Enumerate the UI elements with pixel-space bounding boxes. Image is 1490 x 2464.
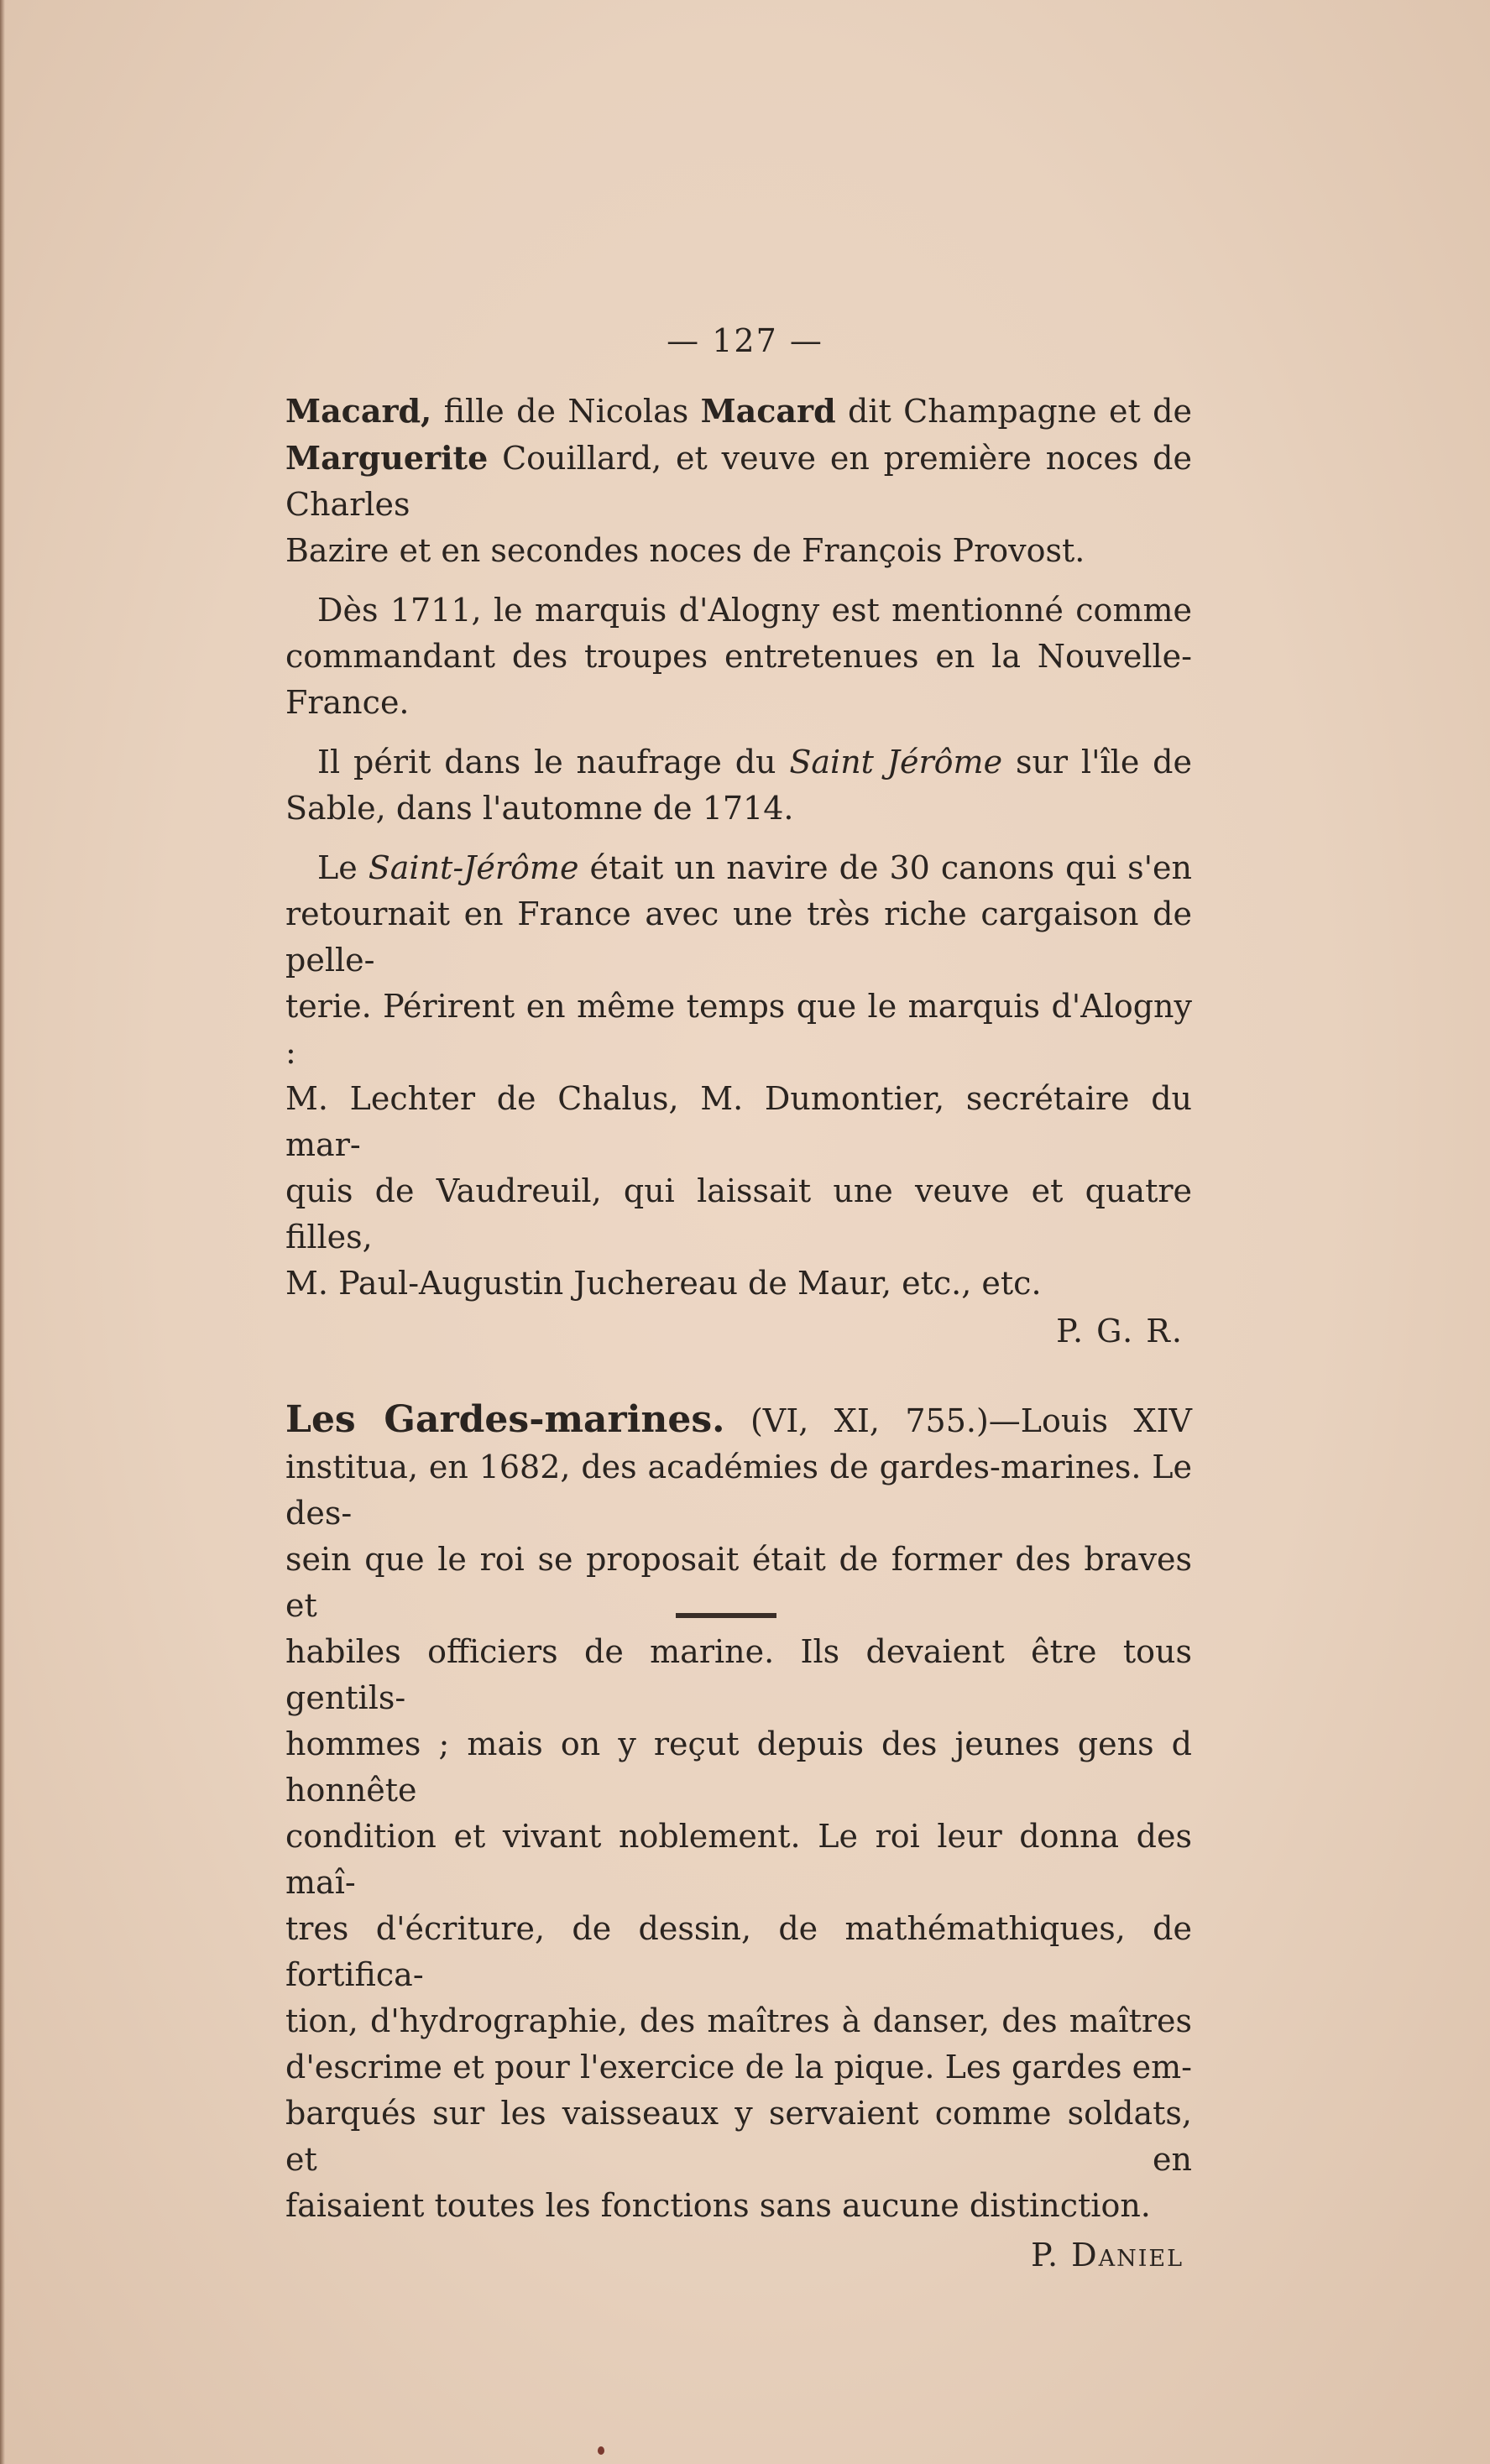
text-line: M. Lechter de Chalus, M. Dumontier, secrétaire du mar- [285, 1080, 1192, 1163]
paragraph-naufrage [285, 739, 1192, 832]
paragraph-gardes-marines [285, 1396, 1192, 2229]
paragraph-1711 [285, 587, 1192, 726]
paragraph-navire [285, 845, 1192, 1307]
text-line: Macard, fille de Nicolas Macard dit Champagne et de [285, 392, 1192, 430]
text-line: M. Paul-Augustin Juchereau de Maur, etc., etc. [285, 1265, 1042, 1302]
text-line: barqués sur les vaisseaux y servaient comme soldats, et en [285, 2095, 1192, 2178]
main-text [285, 388, 1192, 2279]
text-line: Le Saint-Jérôme était un navire de 30 canons qui s'en [317, 849, 1192, 886]
text-line: d'escrime et pour l'exercice de la pique. Les gardes em- [285, 2049, 1192, 2086]
text-line [285, 1396, 1192, 1444]
page-edge-shadow [0, 0, 5, 2464]
text-line: Marguerite Couillard, et veuve en première noces de Charles [285, 439, 1192, 523]
text-line: Bazire et en secondes noces de François Provost. [285, 532, 1085, 569]
text-line: retournait en France avec une très riche cargaison de pelle- [285, 895, 1192, 979]
text-line: Il périt dans le naufrage du Saint Jérôme sur l'île de [317, 744, 1192, 780]
text-line: Sable, dans l'automne de 1714. [285, 790, 794, 827]
text-line: habiles officiers de marine. Ils devaient être tous gentils- [285, 1633, 1192, 1716]
section-divider-rule [676, 1613, 776, 1618]
page-number: — 127 — [667, 322, 823, 359]
signature-daniel: P. Daniel [1031, 2237, 1184, 2273]
text-line: commandant des troupes entretenues en la Nouvelle- [285, 638, 1192, 675]
paragraph-macard [285, 388, 1192, 574]
ink-speck [598, 2446, 604, 2455]
text-line: institua, en 1682, des académies de gardes-marines. Le des- [285, 1449, 1192, 1532]
text-line: faisaient toutes les fonctions sans aucune distinction. [285, 2187, 1151, 2224]
text-line: sein que le roi se proposait était de former des braves et [285, 1541, 1192, 1624]
text-line: quis de Vaudreuil, qui laissait une veuve et quatre filles, [285, 1172, 1192, 1255]
text-line: Dès 1711, le marquis d'Alogny est mentionné comme [317, 592, 1192, 629]
text-line: hommes ; mais on y reçut depuis des jeunes gens d honnête [285, 1725, 1192, 1809]
text-line: France. [285, 684, 410, 721]
text-line: condition et vivant noblement. Le roi leur donna des maî- [285, 1818, 1192, 1901]
text-line: terie. Périrent en même temps que le marquis d'Alogny : [285, 988, 1192, 1071]
text-line: tion, d'hydrographie, des maîtres à danser, des maîtres [285, 2002, 1192, 2039]
entry-heading: Les Gardes-marines. [285, 1398, 725, 1441]
text-line: tres d'écriture, de dessin, de mathémathiques, de fortifica- [285, 1910, 1192, 1993]
entry-reference: (VI, XI, 755.)—Louis XIV [724, 1402, 1192, 1439]
signature-pgr: P. G. R. [1056, 1313, 1184, 1349]
